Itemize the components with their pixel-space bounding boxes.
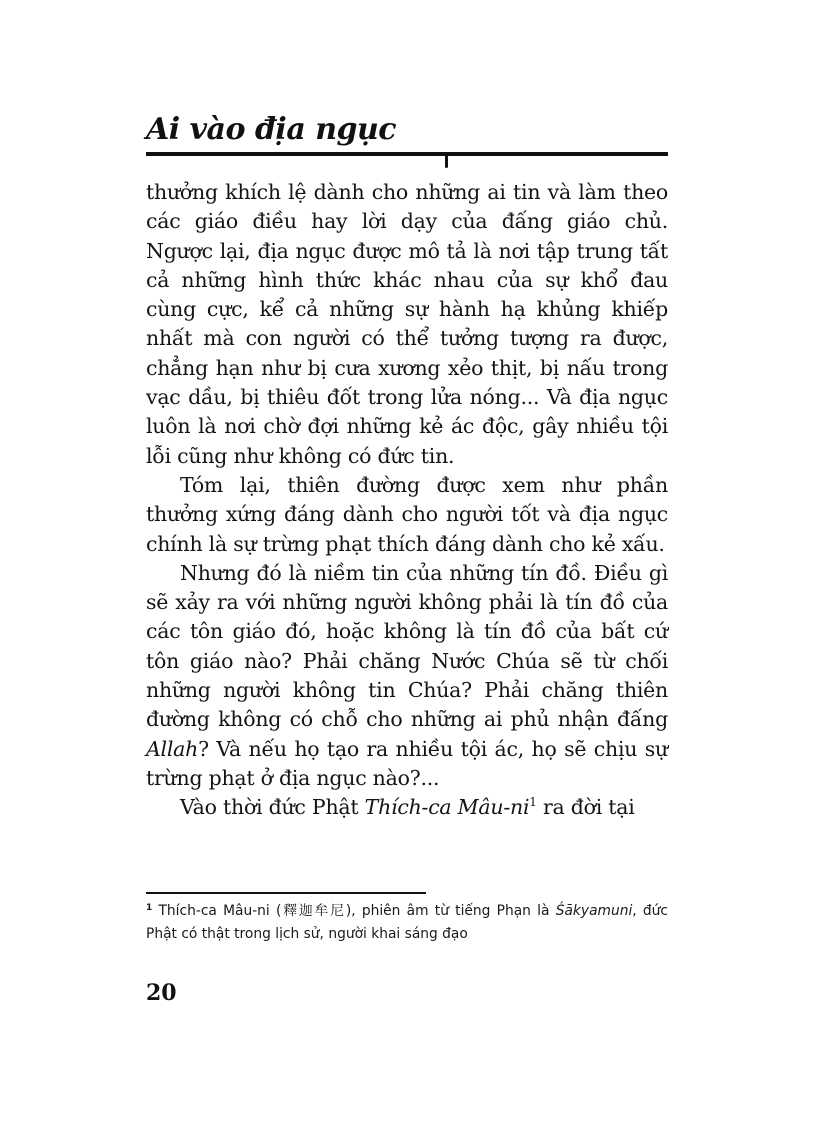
paragraph-4-text-b: ra đời tại (536, 795, 635, 820)
header-rule (146, 152, 668, 156)
paragraph-3-text-a: Nhưng đó là niềm tin của những tín đồ. Điều gì sẽ xảy ra với những người không phải là tín đồ của các tôn giáo đó, hoặc không là tín đồ của bất cứ tôn giáo nào? Phải chăng Nước Chúa sẽ từ chối những người không tin Chúa? Phải chăng thiên đường không có chỗ cho những ai phủ nhận đấng (146, 560, 668, 732)
footnote-text-b: , đức Phật có thật trong lịch sử, người khai sáng đạo (146, 903, 669, 942)
footnote-reference[interactable]: 1 (529, 795, 537, 810)
footnote-divider (146, 892, 426, 894)
paragraph-4 (146, 793, 668, 822)
body-text (146, 178, 668, 823)
footnote-italic-term: Śākyamuni (555, 903, 633, 919)
page-number: 20 (146, 980, 177, 1006)
footnote-marker: 1 (146, 903, 153, 913)
footnote (146, 900, 668, 946)
paragraph-3-text-b: ? Và nếu họ tạo ra nhiều tội ác, họ sẽ chịu sự trừng phạt ở địa ngục nào?... (146, 736, 668, 790)
paragraph-1: thưởng khích lệ dành cho những ai tin và làm theo các giáo điều hay lời dạy của đấng giáo chủ. Ngược lại, địa ngục được mô tả là nơi tập trung tất cả những hình thức khác nhau của sự khổ đau cùng cực, kể cả những sự hành hạ khủng khiếp nhất mà con người có thể tưởng tượng ra được, chẳng hạn như bị cưa xương xẻo thịt, bị nấu trong vạc dầu, bị thiêu đốt trong lửa nóng... Và địa ngục luôn là nơi chờ đợi những kẻ ác độc, gây nhiều tội lỗi cũng như không có đức tin. (146, 180, 668, 468)
paragraph-2: Tóm lại, thiên đường được xem như phần thưởng xứng đáng dành cho người tốt và địa ngục chính là sự trừng phạt thích đáng dành cho kẻ xấu. (146, 472, 668, 556)
footnote-text-a: Thích-ca Mâu-ni (釋迦牟尼), phiên âm từ tiếng Phạn là (152, 903, 556, 919)
paragraph-4-text-a: Vào thời đức Phật (180, 795, 365, 820)
paragraph-4-italic: Thích-ca Mâu-ni (364, 795, 530, 820)
running-header-title: Ai vào địa ngục (146, 112, 397, 147)
running-header (146, 108, 668, 160)
paragraph-3-italic: Allah (146, 736, 199, 761)
paragraph-3 (146, 559, 668, 793)
header-rule-drip (445, 152, 448, 168)
footnote-1 (146, 900, 668, 946)
